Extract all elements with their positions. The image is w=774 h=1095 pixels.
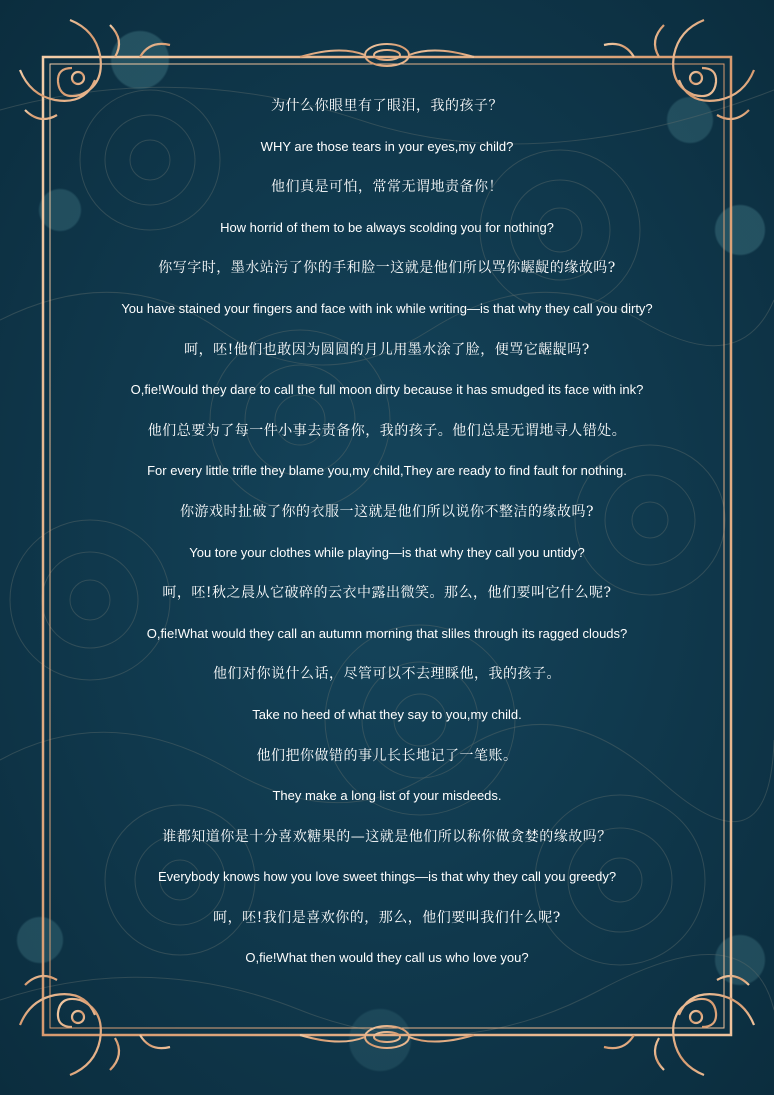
poem-line-en: They make a long list of your misdeeds. — [272, 788, 502, 804]
poem-line-zh: 呵，呸!秋之晨从它破碎的云衣中露出微笑。那么，他们要叫它什么呢? — [162, 585, 612, 602]
poem-line-zh: 他们对你说什么话，尽管可以不去理睬他，我的孩子。 — [213, 666, 561, 683]
poem-line-en: You have stained your fingers and face with ink while writing—is that why they call you dirty? — [121, 300, 653, 316]
poem-line-zh: 呵，呸!我们是喜欢你的，那么，他们要叫我们什么呢? — [213, 909, 561, 926]
poem-line-zh: 他们真是可怕，常常无谓地责备你！ — [271, 179, 503, 196]
poem-line-zh: 他们总要为了每一件小事去责备你，我的孩子。他们总是无谓地寻人错处。 — [147, 422, 627, 439]
poem-line-en: Everybody knows how you love sweet things—is that why they call you greedy? — [157, 869, 617, 885]
top-medallion — [300, 44, 474, 66]
poem-line-zh: 你游戏时扯破了你的衣服一这就是他们所以说你不整洁的缘故吗? — [179, 503, 594, 520]
poem-line-en: Take no heed of what they say to you,my child. — [252, 706, 522, 722]
poem-line-en: O,fie!What then would they call us who love you? — [245, 950, 529, 966]
poem-line-zh: 谁都知道你是十分喜欢糖果的—这就是他们所以称你做贪婪的缘故吗？ — [162, 828, 612, 845]
poem-line-en: O,fie!Would they dare to call the full moon dirty because it has smudged its face with ink? — [130, 382, 644, 398]
bottom-medallion — [300, 1026, 474, 1048]
poem-line-en: You tore your clothes while playing—is that why they call you untidy? — [189, 544, 585, 560]
poem-line-zh: 为什么你眼里有了眼泪，我的孩子？ — [271, 98, 503, 114]
poem-line-en: WHY are those tears in your eyes,my child? — [260, 138, 514, 154]
poem-line-zh: 他们把你做错的事儿长长地记了一笔账。 — [256, 747, 518, 764]
poem-line-en: O,fie!What would they call an autumn morning that sliles through its ragged clouds? — [146, 625, 628, 641]
poem-line-zh: 你写字时，墨水站污了你的手和脸一这就是他们所以骂你龌龊的缘故吗? — [158, 260, 616, 277]
poem-line-en: For every little trifle they blame you,my child,They are ready to find fault for nothing. — [147, 463, 627, 479]
poem-body — [60, 92, 714, 985]
poem-line-zh: 呵，呸!他们也敢因为圆圆的月儿用墨水涂了脸，便骂它龌龊吗? — [184, 341, 590, 358]
poem-line-en: How horrid of them to be always scolding you for nothing? — [220, 219, 554, 235]
